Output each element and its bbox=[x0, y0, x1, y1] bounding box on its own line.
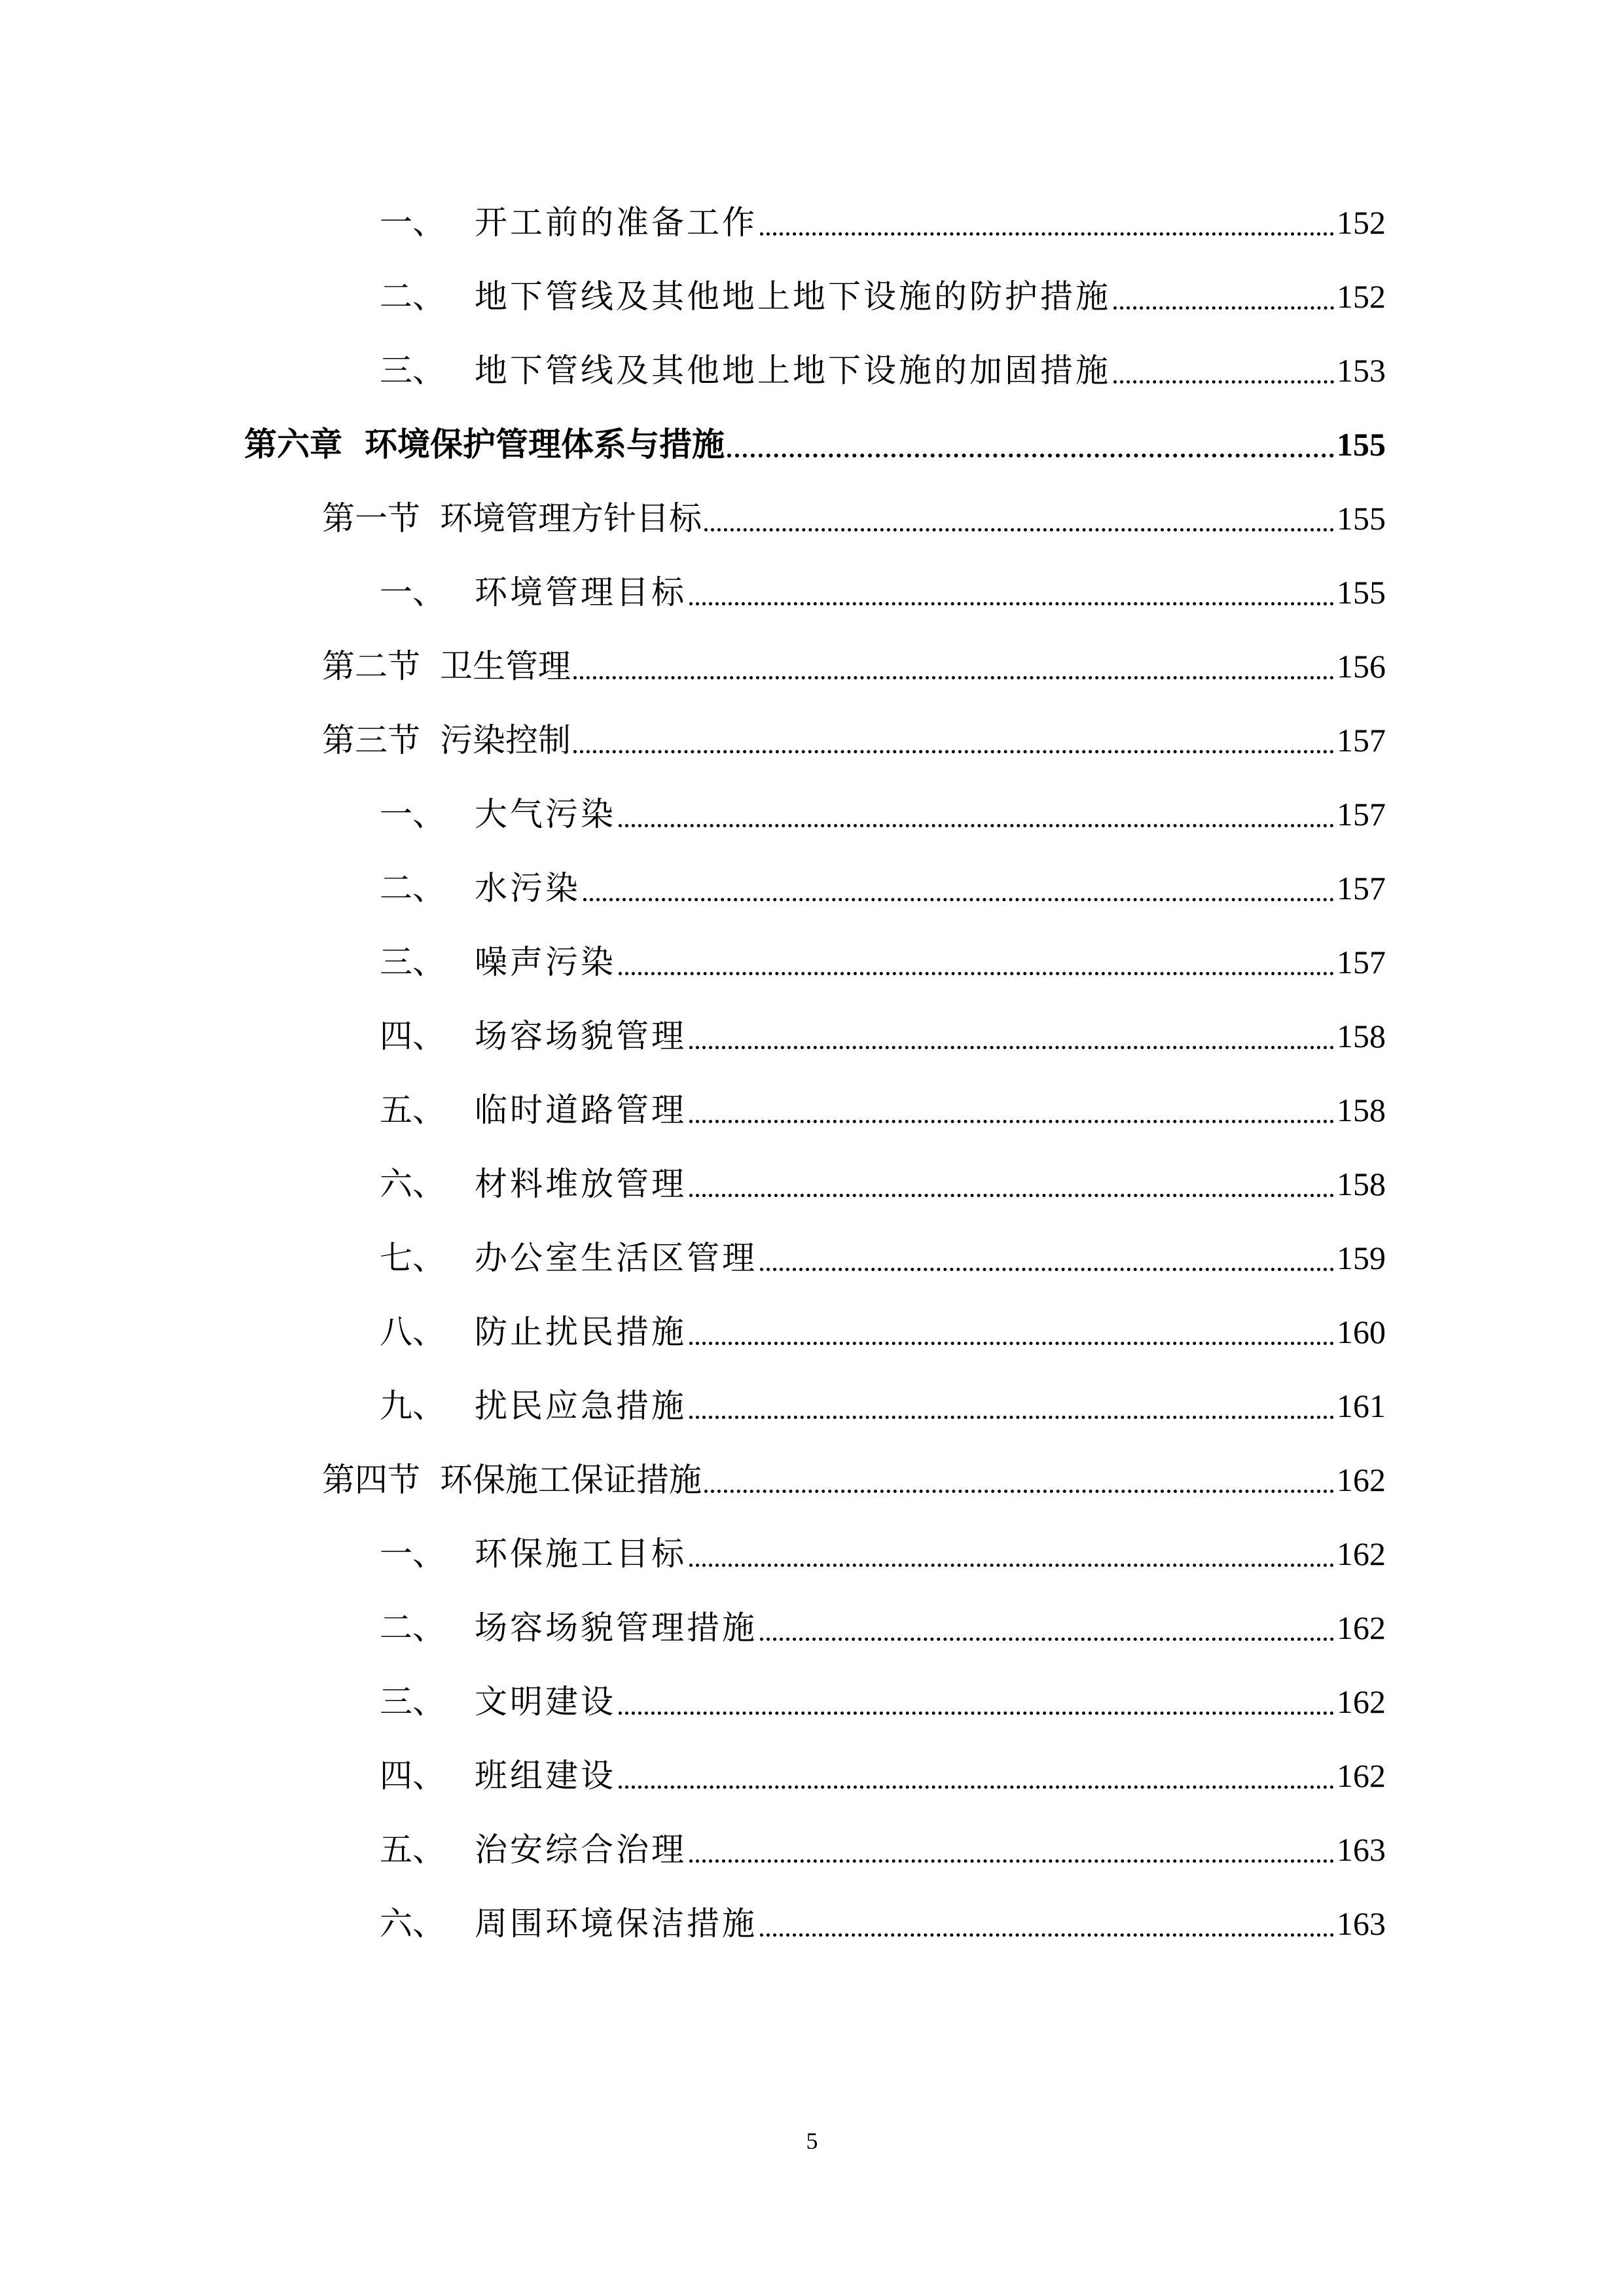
toc-entry-number: 五、 bbox=[380, 1831, 445, 1869]
toc-entry-title: 环境管理目标 bbox=[475, 573, 687, 611]
toc-entry-page: 155 bbox=[1337, 500, 1386, 537]
toc-entry-title: 开工前的准备工作 bbox=[475, 204, 757, 242]
toc-dot-leader bbox=[619, 824, 1334, 827]
toc-dot-leader bbox=[619, 1785, 1334, 1789]
toc-entry-number: 二、 bbox=[380, 1609, 445, 1647]
toc-entry-page: 158 bbox=[1337, 1018, 1386, 1054]
toc-entry-title: 噪声污染 bbox=[475, 943, 616, 981]
toc-entry-number: 第三节 bbox=[322, 721, 420, 759]
toc-entry[interactable] bbox=[380, 1077, 1386, 1143]
toc-entry-number: 七、 bbox=[380, 1239, 445, 1277]
toc-dot-leader bbox=[760, 1933, 1334, 1937]
toc-dot-leader bbox=[619, 972, 1334, 975]
toc-entry-number: 五、 bbox=[380, 1091, 445, 1129]
toc-dot-leader bbox=[689, 1194, 1334, 1197]
toc-entry[interactable] bbox=[380, 1003, 1386, 1069]
toc-entry-section[interactable] bbox=[322, 1447, 1386, 1513]
toc-entry-title: 污染控制 bbox=[440, 721, 571, 759]
toc-dot-leader bbox=[760, 1638, 1334, 1641]
toc-entry-section[interactable] bbox=[322, 634, 1386, 699]
toc-entry-page: 157 bbox=[1337, 722, 1386, 759]
toc-entry-page: 162 bbox=[1337, 1535, 1386, 1572]
toc-entry-title: 办公室生活区管理 bbox=[475, 1239, 757, 1277]
toc-entry[interactable] bbox=[380, 929, 1386, 995]
toc-entry-page: 155 bbox=[1337, 574, 1386, 611]
toc-entry-title: 环境保护管理体系与措施 bbox=[365, 425, 725, 463]
toc-entry-number: 四、 bbox=[380, 1017, 445, 1055]
toc-entry[interactable] bbox=[380, 190, 1386, 255]
toc-entry-number: 一、 bbox=[380, 204, 445, 242]
toc-entry[interactable] bbox=[380, 855, 1386, 921]
toc-entry[interactable] bbox=[380, 338, 1386, 403]
footer-page-number: 5 bbox=[806, 2128, 818, 2154]
toc-entry-page: 153 bbox=[1337, 352, 1386, 389]
toc-dot-leader bbox=[689, 1342, 1334, 1345]
toc-entry-number: 第四节 bbox=[322, 1461, 420, 1499]
toc-entry[interactable] bbox=[380, 1521, 1386, 1587]
toc-entry-title: 扰民应急措施 bbox=[475, 1387, 687, 1425]
toc-dot-leader bbox=[583, 898, 1334, 901]
toc-entry-number: 八、 bbox=[380, 1313, 445, 1351]
toc-entry[interactable] bbox=[380, 1595, 1386, 1660]
toc-entry-number: 四、 bbox=[380, 1757, 445, 1795]
toc-entry-title: 场容场貌管理 bbox=[475, 1017, 687, 1055]
toc-dot-leader bbox=[573, 676, 1334, 679]
toc-entry-section[interactable] bbox=[322, 708, 1386, 773]
toc-entry-title: 周围环境保洁措施 bbox=[475, 1905, 757, 1943]
toc-dot-leader bbox=[704, 1490, 1334, 1493]
toc-entry-number: 一、 bbox=[380, 795, 445, 833]
toc-entry-page: 152 bbox=[1337, 278, 1386, 315]
toc-entry-title: 材料堆放管理 bbox=[475, 1165, 687, 1203]
toc-entry-page: 157 bbox=[1337, 944, 1386, 980]
toc-entry-page: 152 bbox=[1337, 204, 1386, 241]
toc-entry-number: 三、 bbox=[380, 1683, 445, 1721]
toc-entry-number: 二、 bbox=[380, 278, 445, 315]
toc-entry-title: 场容场貌管理措施 bbox=[475, 1609, 757, 1647]
toc-entry-number: 第二节 bbox=[322, 647, 420, 685]
toc-entry-title: 环保施工目标 bbox=[475, 1535, 687, 1573]
toc-dot-leader bbox=[689, 1416, 1334, 1419]
toc-dot-leader bbox=[760, 1268, 1334, 1271]
toc-entry-number: 三、 bbox=[380, 943, 445, 981]
toc-entry-number: 二、 bbox=[380, 869, 445, 907]
toc-entry[interactable] bbox=[380, 1817, 1386, 1882]
toc-dot-leader bbox=[689, 1564, 1334, 1567]
toc-entry-page: 158 bbox=[1337, 1092, 1386, 1128]
toc-entry[interactable] bbox=[380, 1891, 1386, 1956]
toc-dot-leader bbox=[1113, 380, 1334, 384]
toc-entry[interactable] bbox=[380, 1299, 1386, 1365]
toc-entry-title: 地下管线及其他地上地下设施的加固措施 bbox=[475, 351, 1111, 389]
toc-entry-page: 163 bbox=[1337, 1831, 1386, 1868]
toc-entry[interactable] bbox=[380, 1373, 1386, 1439]
toc-entry-page: 163 bbox=[1337, 1905, 1386, 1942]
toc-entry[interactable] bbox=[380, 264, 1386, 329]
toc-entry-number: 一、 bbox=[380, 573, 445, 611]
toc-entry-page: 157 bbox=[1337, 796, 1386, 833]
toc-dot-leader bbox=[573, 750, 1334, 753]
toc-dot-leader bbox=[760, 232, 1334, 236]
toc-entry-page: 158 bbox=[1337, 1166, 1386, 1202]
toc-entry-page: 162 bbox=[1337, 1609, 1386, 1646]
toc-entry-title: 防止扰民措施 bbox=[475, 1313, 687, 1351]
toc-entry-title: 文明建设 bbox=[475, 1683, 616, 1721]
toc-entry-page: 162 bbox=[1337, 1462, 1386, 1498]
toc-entry-title: 水污染 bbox=[475, 869, 581, 907]
toc-entry[interactable] bbox=[380, 1151, 1386, 1217]
toc-entry-section[interactable] bbox=[322, 486, 1386, 551]
toc-dot-leader bbox=[689, 1046, 1334, 1049]
toc-entry[interactable] bbox=[380, 1743, 1386, 1808]
toc-entry-title: 大气污染 bbox=[475, 795, 616, 833]
toc-dot-leader bbox=[689, 602, 1334, 605]
toc-entry-number: 第一节 bbox=[322, 499, 420, 537]
toc-entry[interactable] bbox=[380, 1225, 1386, 1291]
toc-entry-page: 156 bbox=[1337, 648, 1386, 685]
toc-dot-leader bbox=[1113, 306, 1334, 310]
toc-entry-number: 第六章 bbox=[244, 425, 342, 463]
toc-entry-number: 九、 bbox=[380, 1387, 445, 1425]
toc-entry-page: 162 bbox=[1337, 1683, 1386, 1720]
toc-entry-page: 155 bbox=[1337, 426, 1386, 463]
toc-entry-number: 三、 bbox=[380, 351, 445, 389]
toc-entry[interactable] bbox=[380, 560, 1386, 625]
toc-dot-leader bbox=[727, 454, 1334, 457]
toc-entry[interactable] bbox=[380, 1669, 1386, 1734]
toc-entry-page: 160 bbox=[1337, 1314, 1386, 1350]
toc-entry-page: 161 bbox=[1337, 1388, 1386, 1424]
toc-entry-title: 环境管理方针目标 bbox=[440, 499, 702, 537]
toc-entry-number: 一、 bbox=[380, 1535, 445, 1573]
toc-entry[interactable] bbox=[380, 781, 1386, 847]
toc-dot-leader bbox=[704, 528, 1334, 531]
toc-entry-page: 159 bbox=[1337, 1240, 1386, 1276]
toc-entry-title: 卫生管理 bbox=[440, 647, 571, 685]
toc-entry-title: 班组建设 bbox=[475, 1757, 616, 1795]
toc-entry-page: 157 bbox=[1337, 870, 1386, 906]
toc-entry-number: 六、 bbox=[380, 1905, 445, 1943]
toc-dot-leader bbox=[689, 1120, 1334, 1123]
toc-entry-page: 162 bbox=[1337, 1757, 1386, 1794]
toc-dot-leader bbox=[619, 1712, 1334, 1715]
toc-dot-leader bbox=[689, 1859, 1334, 1863]
toc-entry-title: 地下管线及其他地上地下设施的防护措施 bbox=[475, 278, 1111, 315]
toc-entry-title: 环保施工保证措施 bbox=[440, 1461, 702, 1499]
toc-entry-chapter[interactable] bbox=[244, 412, 1386, 477]
toc-entry-number: 六、 bbox=[380, 1165, 445, 1203]
toc-entry-title: 治安综合治理 bbox=[475, 1831, 687, 1869]
toc-entry-title: 临时道路管理 bbox=[475, 1091, 687, 1129]
